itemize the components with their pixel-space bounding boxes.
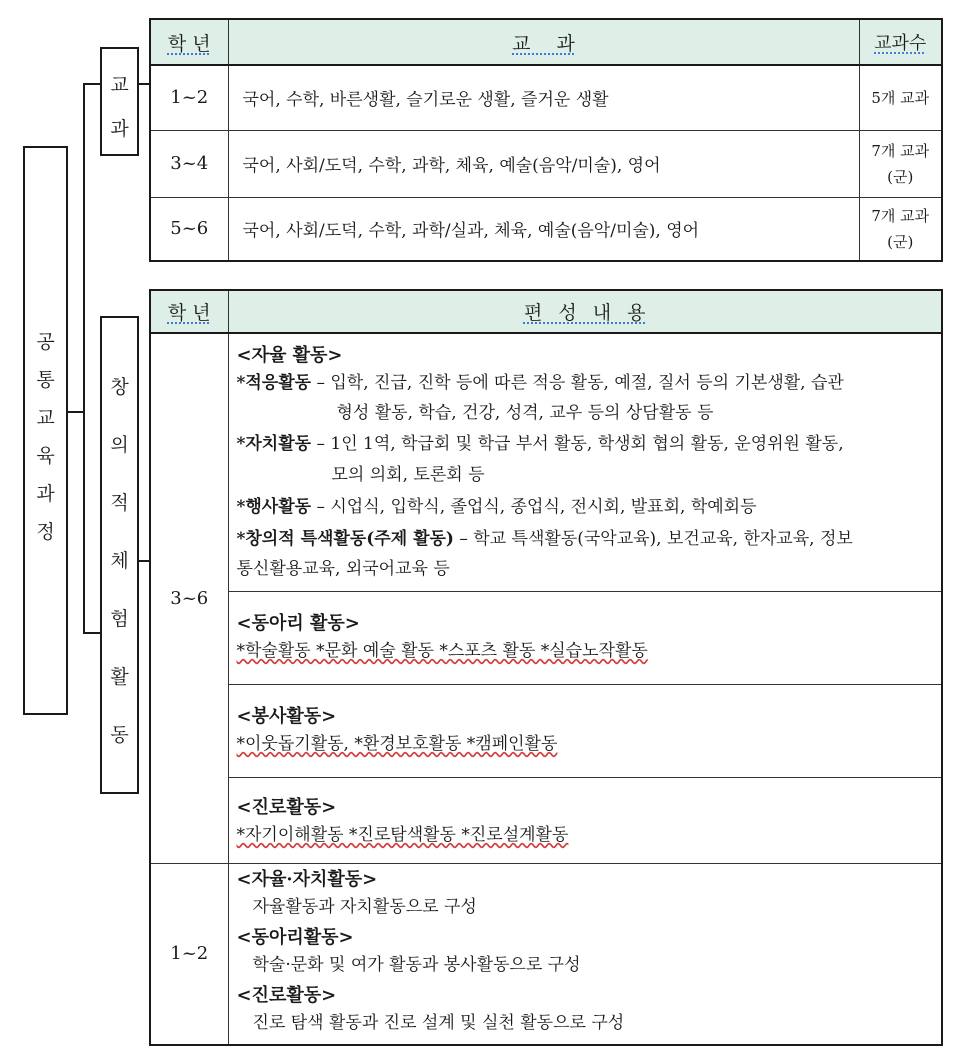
table-row: [150, 197, 942, 261]
club-activity-title: <동아리 활동>: [236, 612, 360, 634]
count-cell: 7개 교과(군): [859, 197, 942, 261]
event-label: *행사활동: [236, 497, 312, 517]
connector-main: [68, 411, 84, 413]
subjects-cell: 국어, 사회/도덕, 수학, 과학/실과, 체육, 예술(음악/미술), 영어: [228, 197, 859, 261]
adapt-text-cont: 형성 활동, 학습, 건강, 성격, 교우 등의 상담활동 등: [336, 403, 714, 423]
grade-cell: 3~4: [150, 130, 228, 197]
subjects-cell: 국어, 사회/도덕, 수학, 과학, 체육, 예술(음악/미술), 영어: [228, 130, 859, 197]
event-text: – 시업식, 입학식, 졸업식, 종업식, 전시회, 발표회, 학예회등: [311, 497, 757, 517]
count-cell: 7개 교과(군): [859, 130, 942, 197]
self-activity-block: [228, 333, 942, 591]
activity-table: [149, 289, 943, 1046]
lower-item-text: 자율활동과 자치활동으로 구성: [252, 896, 477, 917]
table-row: [150, 333, 942, 591]
selfgov-text-cont: 모의 의회, 토론회 등: [331, 465, 485, 485]
table-row: [150, 777, 942, 863]
lower-item-title: <진로활동>: [236, 984, 337, 1006]
selfgov-text: – 1인 1역, 학급회 및 학급 부서 활동, 학생회 협의 활동, 운영위원 활동,: [311, 434, 844, 454]
selfgov-label: *자치활동: [236, 434, 312, 454]
club-activity-block: [228, 591, 942, 684]
count-cell: 5개 교과: [859, 65, 942, 130]
lower-activity-block: [228, 863, 942, 1045]
activity-header-content: 편 성 내 용: [228, 290, 942, 333]
table-row: [150, 591, 942, 684]
service-activity-title: <봉사활동>: [236, 705, 337, 727]
common-curriculum-label: 공통교육과정: [36, 331, 55, 543]
lower-item-title: <자율·자치활동>: [236, 868, 378, 890]
common-curriculum-box: [23, 146, 68, 715]
adapt-text: – 입학, 진급, 진학 등에 따른 적응 활동, 예절, 질서 등의 기본생활, 습관: [311, 373, 844, 393]
feature-text-cont: 통신활용교육, 외국어교육 등: [236, 559, 450, 579]
table-row: [150, 130, 942, 197]
lower-item-text: 학술·문화 및 여가 활동과 봉사활동으로 구성: [252, 954, 581, 975]
career-activity-text: *자기이해활동 *진로탐색활동 *진로설계활동: [236, 824, 569, 845]
adapt-label: *적응활동: [236, 373, 312, 393]
self-activity-title: <자율 활동>: [236, 345, 343, 366]
lower-item-text: 진로 탐색 활동과 진로 설계 및 실천 활동으로 구성: [252, 1012, 625, 1033]
grade-cell: 1~2: [150, 65, 228, 130]
grade-cell: 3~6: [150, 333, 228, 863]
career-activity-title: <진로활동>: [236, 796, 337, 818]
grade-cell: 5~6: [150, 197, 228, 261]
lower-item-title: <동아리활동>: [236, 926, 354, 948]
subjects-cell: 국어, 수학, 바른생활, 슬기로운 생활, 즐거운 생활: [228, 65, 859, 130]
subject-table: [149, 18, 943, 262]
feature-text: – 학교 특색활동(국악교육), 보건교육, 한자교육, 정보: [453, 529, 853, 549]
connector-vertical: [83, 83, 85, 633]
subject-header-subject: 교 과: [228, 19, 859, 65]
creative-activity-box: [100, 316, 139, 794]
subject-header-grade: 학 년: [150, 19, 228, 65]
table-row: [150, 684, 942, 777]
grade-cell: 1~2: [150, 863, 228, 1045]
feature-label: *창의적 특색활동(주제 활동): [236, 529, 454, 549]
connector-creative: [83, 632, 101, 634]
subject-label: 교과: [110, 74, 129, 140]
club-activity-text: *학술활동 *문화 예술 활동 *스포츠 활동 *실습노작활동: [236, 640, 648, 661]
table-row: [150, 65, 942, 130]
connector-subject: [83, 83, 101, 85]
table-row: [150, 863, 942, 1045]
subject-header-count: 교과수: [859, 19, 942, 65]
subject-box: [100, 47, 139, 156]
career-activity-block: [228, 777, 942, 863]
service-activity-text: *이웃돕기활동, *환경보호활동 *캠페인활동: [236, 733, 558, 754]
service-activity-block: [228, 684, 942, 777]
activity-header-grade: 학 년: [150, 290, 228, 333]
creative-activity-label: 창의적체험활동: [110, 376, 129, 746]
